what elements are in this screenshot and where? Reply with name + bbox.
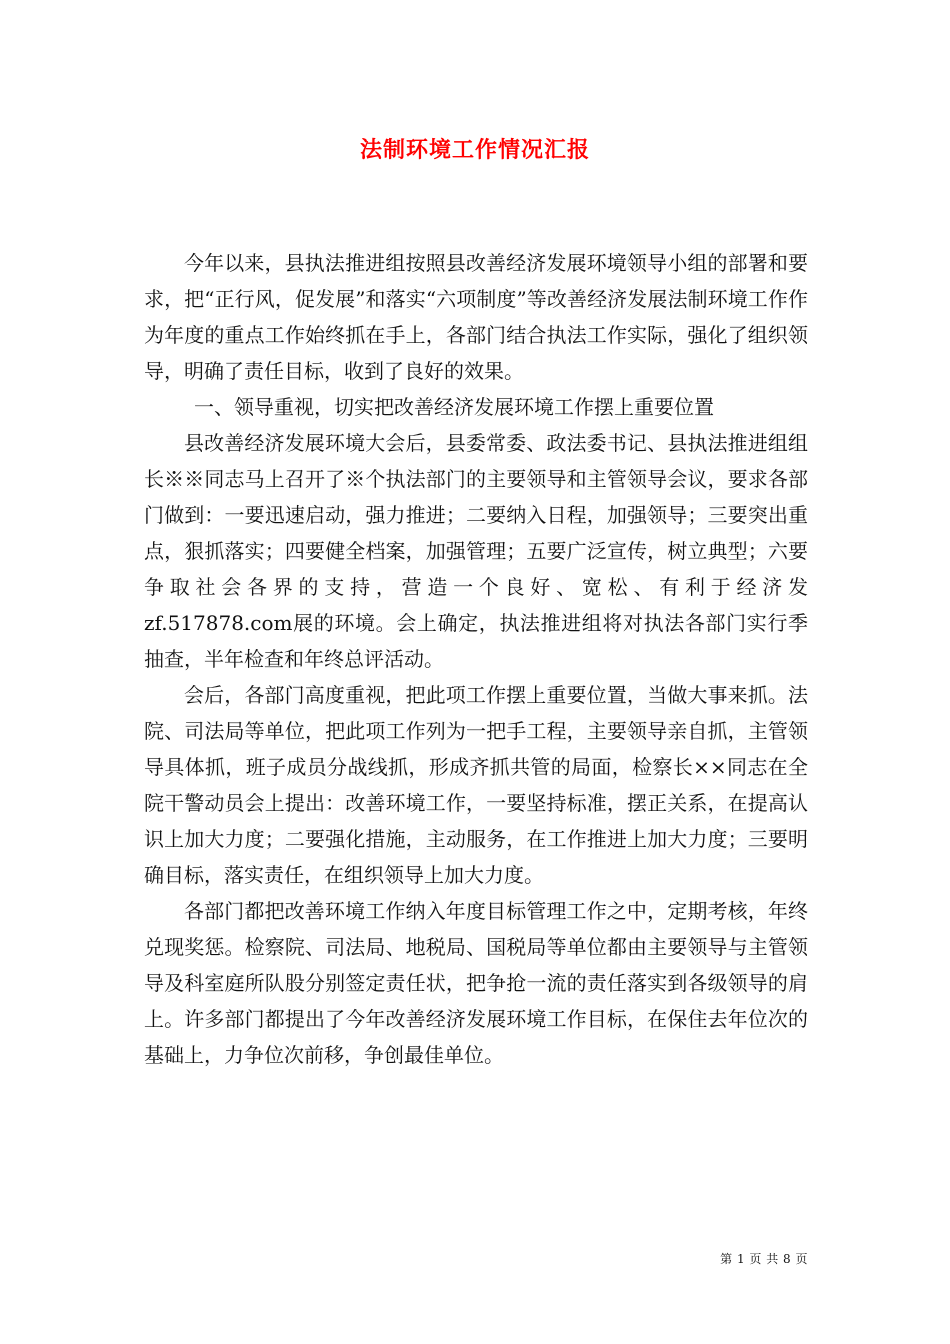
paragraph-intro: 今年以来，县执法推进组按照县改善经济发展环境领导小组的部署和要求，把“正行风，促发展”和落实“六项制度”等改善经济发展法制环境工作作为年度的重点工作始终抓在手上，各部门结合执法工作实际，强化了组织领导，明确了责任目标，收到了良好的效果。 [144,251,808,383]
paragraph-departments: 会后，各部门高度重视，把此项工作摆上重要位置，当做大事来抓。法院、司法局等单位，把此项工作列为一把手工程，主要领导亲自抓，主管领导具体抓，班子成员分战线抓，形成齐抓共管的局面，检察长××同志在全院干警动员会上提出：改善环境工作，一要坚持标准，摆正关系，在提高认识上加大力度；二要强化措施，主动服务，在工作推进上加大力度；三要明确目标，落实责任，在组织领导上加大力度。 [144,683,808,887]
document-body [144,245,808,1073]
paragraph-targets: 各部门都把改善环境工作纳入年度目标管理工作之中，定期考核，年终兑现奖惩。检察院、司法局、地税局、国税局等单位都由主要领导与主管领导及科室庭所队股分别签定责任状，把争抢一流的责任落实到各级领导的肩上。许多部门都提出了今年改善经济发展环境工作目标，在保住去年位次的基础上，力争位次前移，争创最佳单位。 [144,899,808,1067]
page-number: 第 1 页 共 8 页 [720,1252,808,1266]
document-title: 法制环境工作情况汇报 [359,137,590,163]
paragraph-meeting: 县改善经济发展环境大会后，县委常委、政法委书记、县执法推进组组长※※同志马上召开了※个执法部门的主要领导和主管领导会议，要求各部门做到：一要迅速启动，强力推进；二要纳入日程，加强领导；三要突出重点，狠抓落实；四要健全档案，加强管理；五要广泛宣传，树立典型；六要争取社会各界的支持，营造一个良好、宽松、有利于经济发zf.517878.com展的环境。会上确定，执法推进组将对执法各部门实行季抽查，半年检查和年终总评活动。 [144,431,808,671]
section-heading: 一、领导重视，切实把改善经济发展环境工作摆上重要位置 [194,395,714,419]
